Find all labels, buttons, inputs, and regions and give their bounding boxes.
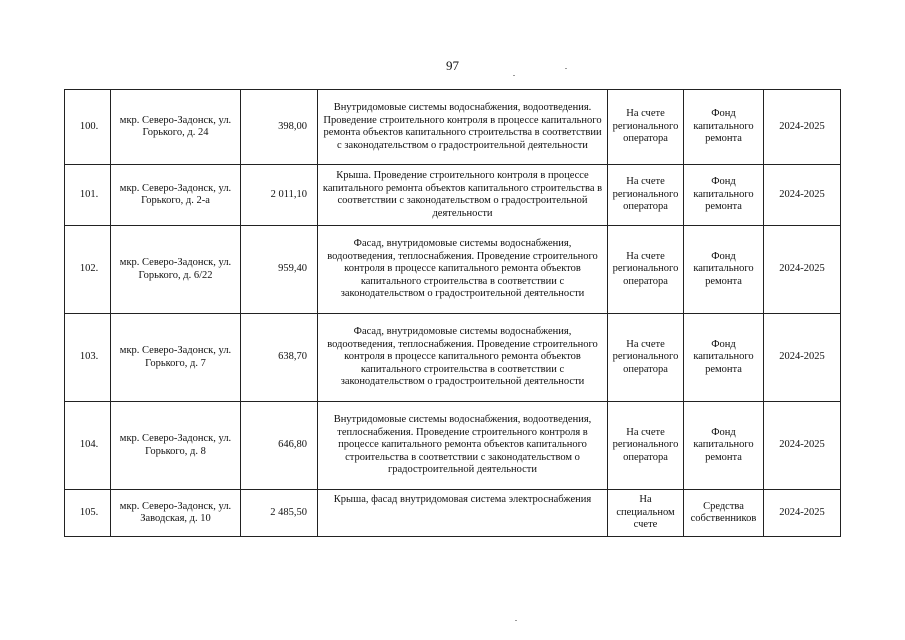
period-cell: 2024-2025 (764, 314, 841, 402)
address-cell: мкр. Северо-Задонск, ул. Горького, д. 6/22 (111, 226, 241, 314)
period-cell: 2024-2025 (764, 402, 841, 490)
account-cell: На счете регионального оператора (608, 90, 684, 165)
area-cell: 398,00 (241, 90, 318, 165)
row-number: 103. (65, 314, 111, 402)
area-cell: 2 011,10 (241, 165, 318, 226)
account-cell: На счете регионального оператора (608, 402, 684, 490)
works-cell: Фасад, внутридомовые системы водоснабжения, водоотведения, теплоснабжения. Проведение строительного контроля в процессе капитального ремонта объектов капитального строительства в соответствии с законодательством о градостроительной деятельности (318, 226, 608, 314)
row-number: 102. (65, 226, 111, 314)
funding-source-cell: Фонд капитального ремонта (684, 226, 764, 314)
area-cell: 959,40 (241, 226, 318, 314)
address-cell: мкр. Северо-Задонск, ул. Горького, д. 7 (111, 314, 241, 402)
scan-speck (513, 75, 515, 76)
table-row (65, 490, 841, 537)
row-number: 101. (65, 165, 111, 226)
account-cell: На счете регионального оператора (608, 165, 684, 226)
address-cell: мкр. Северо-Задонск, ул. Горького, д. 2-а (111, 165, 241, 226)
table-row (65, 402, 841, 490)
row-number: 104. (65, 402, 111, 490)
funding-source-cell: Фонд капитального ремонта (684, 90, 764, 165)
works-cell: Внутридомовые системы водоснабжения, водоотведения, теплоснабжения. Проведение строительного контроля в процессе капитального ремонта объектов капитального строительства в соответствии с законодательством о градостроительной деятельности (318, 402, 608, 490)
funding-source-cell: Фонд капитального ремонта (684, 165, 764, 226)
account-cell: На счете регионального оператора (608, 314, 684, 402)
scan-speck (565, 68, 567, 69)
address-cell: мкр. Северо-Задонск, ул. Горького, д. 24 (111, 90, 241, 165)
row-number: 100. (65, 90, 111, 165)
area-cell: 2 485,50 (241, 490, 318, 537)
funding-source-cell: Фонд капитального ремонта (684, 402, 764, 490)
funding-source-cell: Средства собственников (684, 490, 764, 537)
scan-speck (515, 620, 517, 621)
funding-source-cell: Фонд капитального ремонта (684, 314, 764, 402)
period-cell: 2024-2025 (764, 490, 841, 537)
period-cell: 2024-2025 (764, 90, 841, 165)
works-cell: Крыша, фасад внутридомовая система электроснабжения (318, 490, 608, 537)
period-cell: 2024-2025 (764, 226, 841, 314)
account-cell: На счете регионального оператора (608, 226, 684, 314)
repair-plan-table (64, 89, 841, 537)
table-row (65, 226, 841, 314)
address-cell: мкр. Северо-Задонск, ул. Заводская, д. 10 (111, 490, 241, 537)
works-cell: Внутридомовые системы водоснабжения, водоотведения. Проведение строительного контроля в процессе капитального ремонта объектов капитального строительства в соответствии с законодательством о градостроительной деятельности (318, 90, 608, 165)
table-row (65, 90, 841, 165)
table-row (65, 165, 841, 226)
page-number: 97 (446, 58, 459, 73)
address-cell: мкр. Северо-Задонск, ул. Горького, д. 8 (111, 402, 241, 490)
works-cell: Крыша. Проведение строительного контроля в процессе капитального ремонта объектов капитального строительства в соответствии с законодательством о градостроительной деятельности (318, 165, 608, 226)
area-cell: 638,70 (241, 314, 318, 402)
account-cell: На специальном счете (608, 490, 684, 537)
works-cell: Фасад, внутридомовые системы водоснабжения, водоотведения, теплоснабжения. Проведение строительного контроля в процессе капитального ремонта объектов капитального строительства в соответствии с законодательством о градостроительной деятельности (318, 314, 608, 402)
table-row (65, 314, 841, 402)
period-cell: 2024-2025 (764, 165, 841, 226)
area-cell: 646,80 (241, 402, 318, 490)
row-number: 105. (65, 490, 111, 537)
